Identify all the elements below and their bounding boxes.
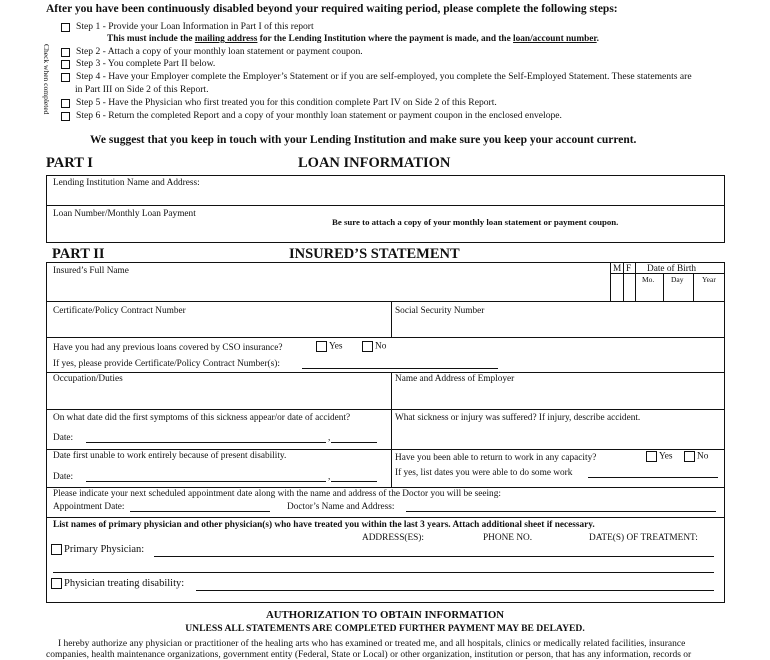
if-yes-provide-label: If yes, please provide Certificate/Policy Contract Number(s): xyxy=(53,359,280,369)
primary-physician-checkbox[interactable] xyxy=(51,544,62,555)
primary-physician-row[interactable] xyxy=(51,544,144,555)
work-dates-input[interactable] xyxy=(588,477,718,478)
step-1-checkbox[interactable] xyxy=(61,23,70,32)
symptoms-year-input[interactable] xyxy=(331,442,377,443)
return-no-checkbox[interactable] xyxy=(684,451,695,462)
unable-date-label: Date: xyxy=(53,472,74,482)
dates-column-header: DATE(S) OF TREATMENT: xyxy=(589,533,698,543)
appointment-date-input[interactable] xyxy=(130,511,270,512)
step-6-label: Step 6 - Return the completed Report and a copy of your monthly loan statement or payment coupon in the enclosed envelope. xyxy=(76,110,562,121)
return-to-work-question: Have you been able to return to work in any capacity? xyxy=(395,453,597,463)
list-physicians-heading: List names of primary physician and other physician(s) who have treated you within the last 3 years. Attach additional sheet if necessary. xyxy=(53,520,595,530)
divider xyxy=(46,205,725,206)
next-appointment-prompt: Please indicate your next scheduled appointment date along with the name and address of the Doctor you will be seeing: xyxy=(53,489,501,499)
comma: , xyxy=(328,433,331,443)
primary-physician-input[interactable] xyxy=(154,556,714,557)
first-symptoms-question: On what date did the first symptoms of this sickness appear/or date of accident? xyxy=(53,413,351,423)
divider xyxy=(663,273,664,301)
step-1-label: Step 1 - Provide your Loan Information in Part I of this report xyxy=(76,21,314,32)
divider xyxy=(391,301,392,337)
comma: , xyxy=(328,472,331,482)
return-yes[interactable] xyxy=(646,451,673,462)
doctor-name-input[interactable] xyxy=(406,511,716,512)
step-5-label: Step 5 - Have the Physician who first treated you for this condition complete Part IV on Side 2 of this Report. xyxy=(76,97,497,108)
step-1-note: This must include the mailing address for the Lending Institution where the payment is made, and the loan/account number. xyxy=(107,34,599,44)
divider xyxy=(693,273,694,301)
step-4-label: Step 4 - Have your Employer complete the Employer’s Statement or if you are self-employed, you complete the Self-Employed Statement. These statements are xyxy=(76,71,692,82)
loan-number-field[interactable]: Loan Number/Monthly Loan Payment xyxy=(53,209,196,219)
return-no-label: No xyxy=(697,451,709,462)
previous-loans-no[interactable] xyxy=(362,341,386,352)
unable-year-input[interactable] xyxy=(331,481,377,482)
part-2-label: PART II xyxy=(52,246,105,262)
previous-loans-question: Have you had any previous loans covered by CSO insurance? xyxy=(53,343,283,353)
part-1-label: PART I xyxy=(46,155,93,171)
divider xyxy=(610,262,611,301)
primary-physician-input-line-2[interactable] xyxy=(53,572,714,573)
first-unable-question: Date first unable to work entirely because of present disability. xyxy=(53,451,287,461)
divider xyxy=(635,262,636,301)
doctor-name-label: Doctor’s Name and Address: xyxy=(287,502,395,512)
return-yes-checkbox[interactable] xyxy=(646,451,657,462)
primary-physician-label: Primary Physician: xyxy=(64,544,145,555)
authorization-title: AUTHORIZATION TO OBTAIN INFORMATION xyxy=(265,609,505,621)
divider xyxy=(46,301,725,302)
authorization-line-1: I hereby authorize any physician or practitioner of the healing arts who has examined or treated me, and all hospitals, clinics or medically related facilities, insurance xyxy=(58,639,686,649)
step-5[interactable] xyxy=(61,97,497,108)
divider xyxy=(46,409,725,410)
divider xyxy=(623,262,624,301)
employer-field[interactable]: Name and Address of Employer xyxy=(395,374,515,384)
gender-m-field[interactable]: M xyxy=(613,264,622,274)
symptoms-date-label: Date: xyxy=(53,433,74,443)
yes-checkbox[interactable] xyxy=(316,341,327,352)
appointment-date-label: Appointment Date: xyxy=(53,502,125,512)
return-yes-label: Yes xyxy=(659,451,673,462)
step-3[interactable] xyxy=(61,58,215,69)
ssn-field[interactable]: Social Security Number xyxy=(395,306,485,316)
dob-year-field[interactable]: Year xyxy=(702,275,716,284)
divider xyxy=(391,372,392,487)
no-label: No xyxy=(375,341,387,352)
step-4-continued: in Part III on Side 2 of this Report. xyxy=(75,84,209,95)
step-1[interactable] xyxy=(61,21,314,32)
divider xyxy=(46,487,725,488)
treating-physician-row[interactable] xyxy=(51,578,184,589)
no-checkbox[interactable] xyxy=(362,341,373,352)
part-1-title: LOAN INFORMATION xyxy=(298,155,451,171)
dob-day-field[interactable]: Day xyxy=(671,275,684,284)
step-6[interactable] xyxy=(61,110,562,121)
phone-column-header: PHONE NO. xyxy=(483,533,533,543)
sickness-description-field[interactable]: What sickness or injury was suffered? If injury, describe accident. xyxy=(395,413,641,423)
occupation-field[interactable]: Occupation/Duties xyxy=(53,374,123,384)
step-3-label: Step 3 - You complete Part II below. xyxy=(76,58,216,69)
suggestion-text: We suggest that you keep in touch with your Lending Institution and make sure you keep your account current. xyxy=(90,134,637,146)
previous-contract-numbers-input[interactable] xyxy=(302,368,498,369)
step-3-checkbox[interactable] xyxy=(61,60,70,69)
divider xyxy=(46,337,725,338)
previous-loans-yes[interactable] xyxy=(316,341,343,352)
treating-physician-checkbox[interactable] xyxy=(51,578,62,589)
treating-physician-label: Physician treating disability: xyxy=(64,578,185,589)
intro-heading: After you have been continuously disabled beyond your required waiting period, please complete the following steps: xyxy=(46,3,618,15)
lending-institution-field[interactable]: Lending Institution Name and Address: xyxy=(53,178,200,188)
gender-f-field[interactable]: F xyxy=(626,264,632,274)
dob-label: Date of Birth xyxy=(647,264,697,274)
check-when-completed-label: Check when completed xyxy=(42,44,51,115)
treating-physician-input[interactable] xyxy=(196,590,714,591)
step-2-label: Step 2 - Attach a copy of your monthly loan statement or payment coupon. xyxy=(76,46,363,57)
divider xyxy=(46,372,725,373)
dob-month-field[interactable]: Mo. xyxy=(642,275,655,284)
authorization-subtitle: UNLESS ALL STATEMENTS ARE COMPLETED FURTHER PAYMENT MAY BE DELAYED. xyxy=(185,623,585,634)
divider xyxy=(46,449,725,450)
symptoms-date-input[interactable] xyxy=(86,442,326,443)
step-2[interactable] xyxy=(61,46,363,57)
certificate-number-field[interactable]: Certificate/Policy Contract Number xyxy=(53,306,186,316)
work-dates-label: If yes, list dates you were able to do some work xyxy=(395,468,573,478)
step-5-checkbox[interactable] xyxy=(61,99,70,108)
part-2-title: INSURED’S STATEMENT xyxy=(289,246,460,262)
address-column-header: ADDRESS(ES): xyxy=(362,533,424,543)
step-4-checkbox[interactable] xyxy=(61,73,70,82)
unable-date-input[interactable] xyxy=(86,481,326,482)
attach-note: Be sure to attach a copy of your monthly loan statement or payment coupon. xyxy=(332,217,619,227)
step-6-checkbox[interactable] xyxy=(61,112,70,121)
yes-label: Yes xyxy=(329,341,343,352)
full-name-field[interactable]: Insured’s Full Name xyxy=(53,266,129,276)
step-4[interactable] xyxy=(61,71,692,82)
divider xyxy=(46,517,725,518)
step-2-checkbox[interactable] xyxy=(61,48,70,57)
return-no[interactable] xyxy=(684,451,708,462)
authorization-line-2: companies, health maintenance organizations, government entity (Federal, State or Local) or other organization, institution or person, that has any information, records or xyxy=(46,650,692,660)
